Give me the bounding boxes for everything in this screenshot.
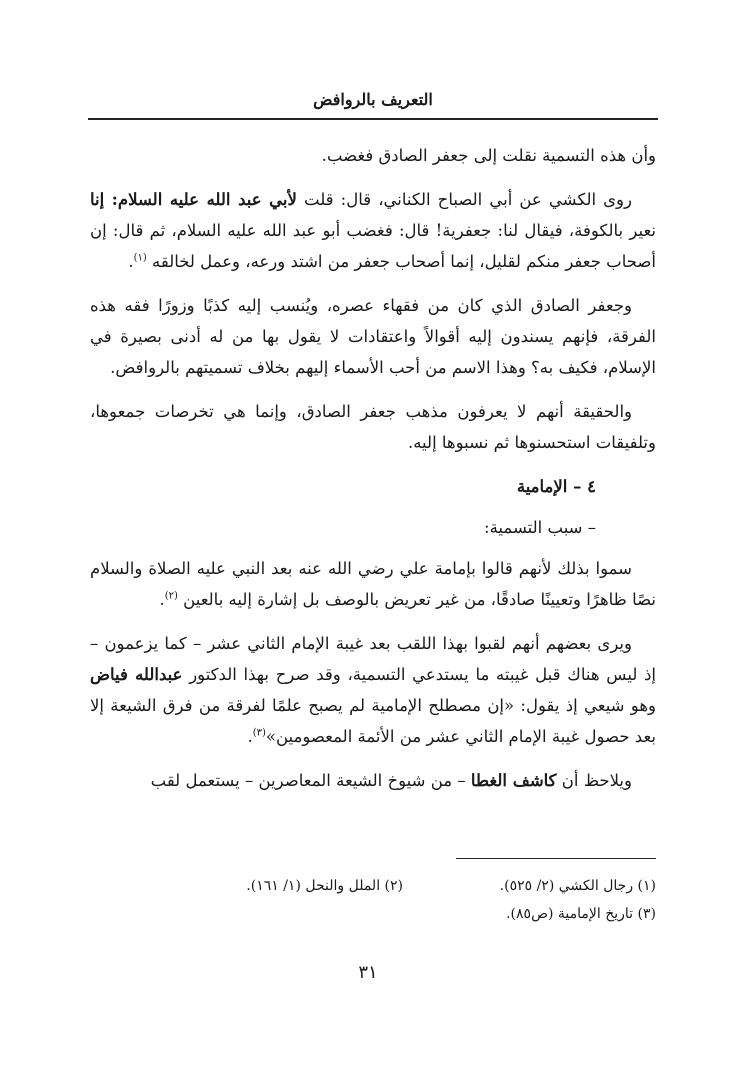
footnote-ref-1: (١): [133, 252, 147, 264]
footnote-rule: [456, 858, 656, 859]
paragraph-6-text-a: ويرى بعضهم أنهم لقبوا بهذا اللقب بعد غيبة الإمام الثاني عشر – كما يزعمون – إذ ليس هناك قبل غيبته ما يستدعي التسمية، وقد صرح بهذا الدكتور: [90, 634, 656, 684]
paragraph-7-text-a: ويلاحظ أن: [556, 771, 632, 790]
paragraph-6: [90, 628, 656, 752]
sub-heading: – سبب التسمية:: [484, 518, 596, 537]
footnote-ref-2: (٢): [164, 590, 178, 602]
paragraph-5-end: .: [159, 590, 165, 609]
paragraph-2-end: .: [128, 252, 134, 271]
paragraph-2-text-a: روى الكشي عن أبي الصباح الكناني، قال: قلت: [296, 190, 632, 209]
paragraph-6-end: .: [247, 727, 253, 746]
page-number: ٣١: [358, 962, 378, 983]
paragraph-7-text-c: – من شيوخ الشيعة المعاصرين – يستعمل لقب: [150, 771, 471, 790]
paragraph-5: [90, 553, 656, 615]
paragraph-4: [90, 396, 656, 458]
paragraph-2: [90, 184, 656, 277]
paragraph-6-bold: عبدالله فياض: [90, 665, 183, 684]
footnotes: [150, 872, 656, 928]
footnote-ref-3: (٣): [252, 727, 266, 739]
paragraph-4-text: والحقيقة أنهم لا يعرفون مذهب جعفر الصادق، وإنما هي تخرصات جمعوها، وتلفيقات استحسنوها ثم نسبوها إليه.: [90, 402, 656, 452]
paragraph-3-text: وجعفر الصادق الذي كان من فقهاء عصره، ويُنسب إليه كذبًا وزورًا فقه هذه الفرقة، فإنهم يسندون إليه أقوالاً واعتقادات لا يقول بها من له أدنى بصيرة في الإسلام، فكيف به؟ وهذا الاسم من أحب الأسماء إليهم بخلاف تسميتهم بالروافض.: [90, 296, 656, 377]
paragraph-2-bold: لأبي عبد الله عليه السلام: إنا: [90, 190, 297, 209]
running-header: التعريف بالروافض: [313, 90, 433, 109]
paragraph-1-text: وأن هذه التسمية نقلت إلى جعفر الصادق فغضب.: [321, 146, 656, 165]
footnote-1: (١) رجال الكشي (٢/ ٥٢٥).: [499, 878, 656, 894]
section-heading: ٤ – الإمامية: [516, 477, 596, 496]
footnote-row-2: [150, 900, 656, 928]
paragraph-1: [90, 140, 656, 171]
paragraph-7: [90, 765, 656, 796]
paragraph-5-text: سموا بذلك لأنهم قالوا بإمامة علي رضي الله عنه بعد النبي عليه الصلاة والسلام نصًا ظاهرًا وتعيينًا صادقًا، من غير تعريض بالوصف بل إشارة إليه بالعين: [90, 559, 656, 609]
footnote-row-1: [150, 872, 656, 900]
header-rule: [88, 118, 658, 120]
main-text: [90, 140, 656, 809]
paragraph-2-text-c: نعير بالكوفة، فيقال لنا: جعفرية! قال: فغضب أبو عبد الله عليه السلام، ثم قال: إن أصحاب جعفر منكم لقليل، إنما أصحاب جعفر من اشتد ورعه، وعمل لخالقه: [90, 221, 656, 271]
paragraph-7-bold: كاشف الغطا: [470, 771, 557, 790]
paragraph-6-text-c: وهو شيعي إذ يقول: «إن مصطلح الإمامية لم يصبح علمًا لفرقة من فرق الشيعة إلا بعد حصول غيبة الإمام الثاني عشر من الأئمة المعصومين»: [90, 696, 656, 746]
footnote-3: (٣) تاريخ الإمامية (ص٨٥).: [506, 906, 656, 922]
paragraph-3: [90, 290, 656, 383]
footnote-2: (٢) الملل والنحل (١/ ١٦١).: [246, 878, 403, 894]
